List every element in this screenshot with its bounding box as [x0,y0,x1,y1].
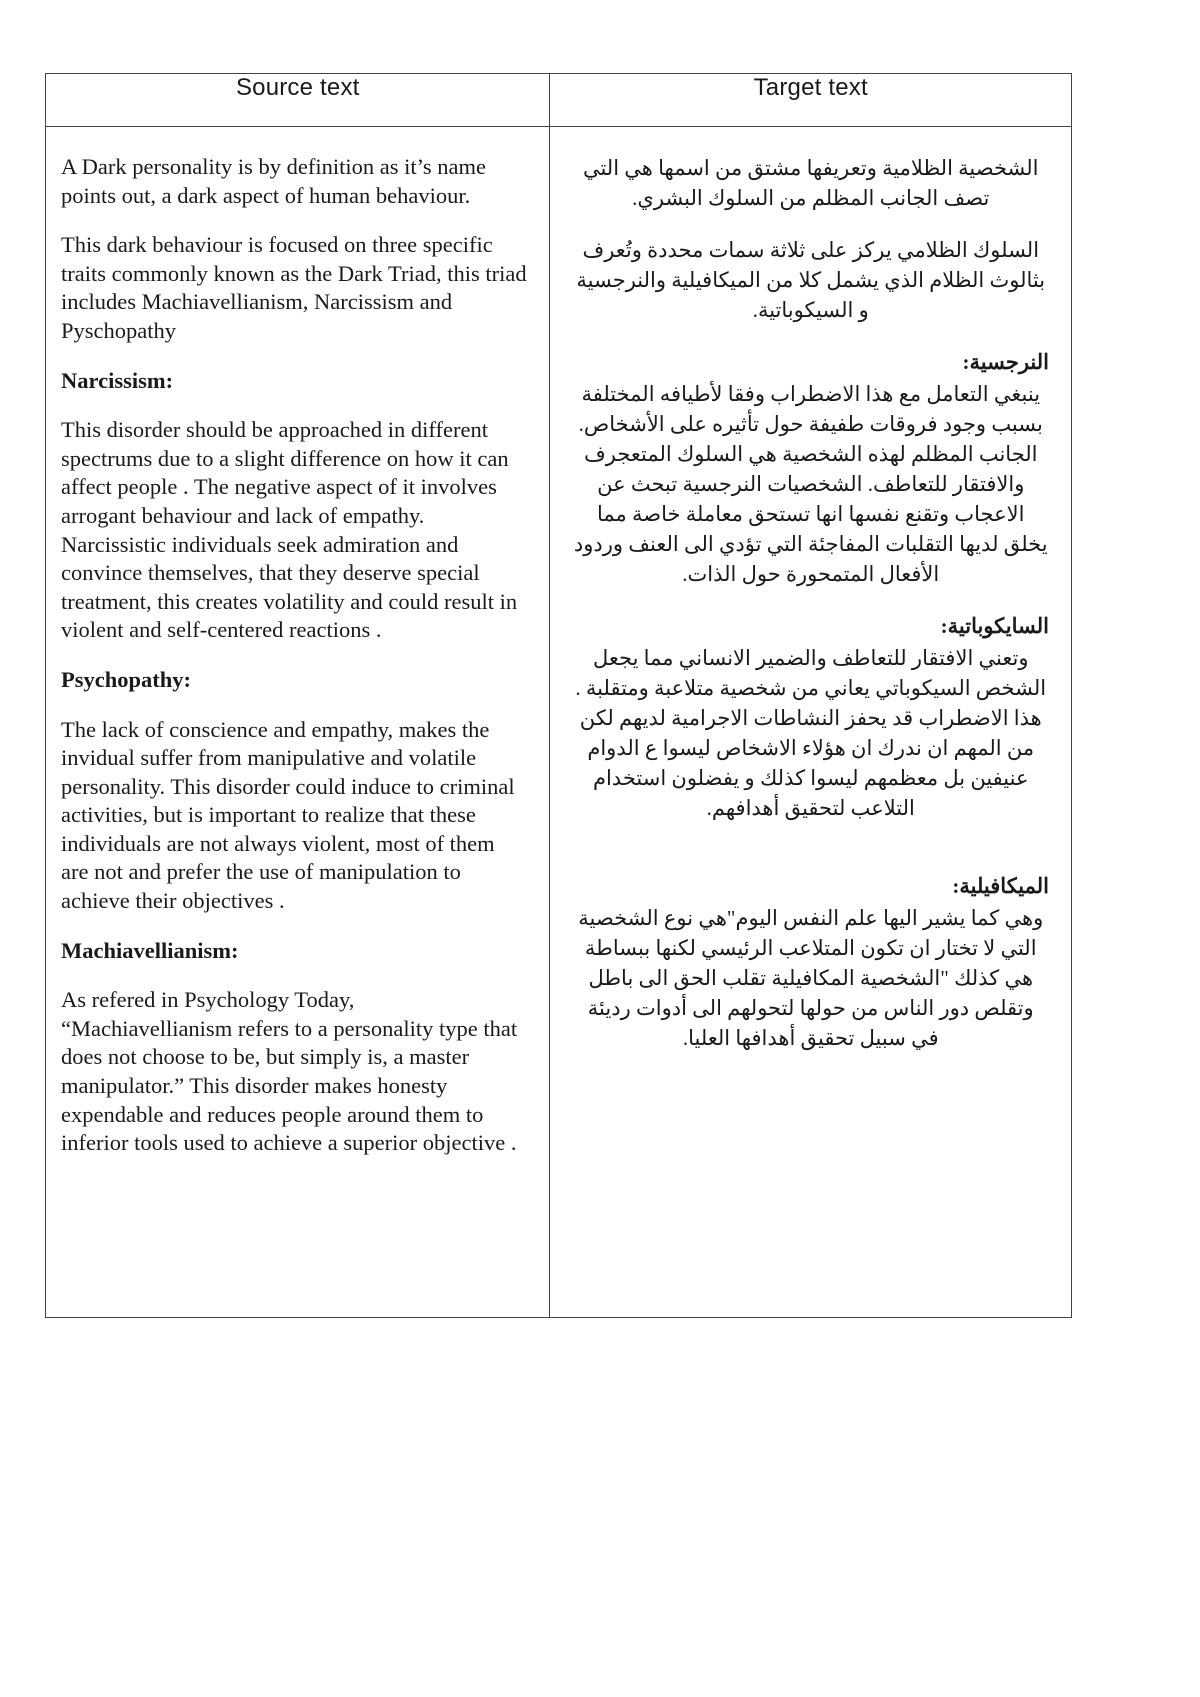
source-paragraph-narcissism: This disorder should be approached in different spectrums due to a slight difference on how it can affect people . The negative aspect of it involves arrogant behaviour and lack of empathy. Narcissistic individuals seek admiration and convince themselves, that they deserve special treatment, this creates volatility and could result in violent and self-centered reactions . [61,417,518,643]
target-spacer [572,845,1049,871]
target-paragraph-machiavellianism: وهي كما يشير اليها علم النفس اليوم"هي نوع الشخصية التي لا تختار ان تكون المتلاعب الرئيسي لكنها ببساطة هي كذلك "الشخصية المكافيلية تقلب الحق الى باطل وتقلص دور الناس من حولها لتحولهم الى أدوات رديئة في سبيل تحقيق أهدافها العليا. [578,906,1044,1050]
source-paragraph-machiavellianism: As refered in Psychology Today, “Machiavellianism refers to a personality type that does not choose to be, but simply is, a master manipulator.” This disorder makes honesty expendable and reduces people around them to inferior tools used to achieve a superior objective . [61,987,518,1156]
target-paragraph-psychopathy: وتعني الافتقار للتعاطف والضمير الانساني مما يجعل الشخص السيكوباتي يعاني من شخصية متلاعبة ومتقلبة . هذا الاضطراب قد يحفز النشاطات الاجرامية لديهم لكن من المهم ان ندرك ان هؤلاء الاشخاص ليسوا ع الدوام عنيفين بل معظمهم ليسوا كذلك و يفضلون استخدام التلاعب لتحقيق أهدافهم. [575,646,1047,820]
target-text-cell [550,127,1072,1318]
bilingual-table [45,73,1072,1318]
target-heading-narcissism: النرجسية: [962,350,1049,374]
target-heading-machiavellianism: الميكافيلية: [952,874,1049,898]
column-header-source: Source text [46,74,550,127]
target-paragraph-narcissism: ينبغي التعامل مع هذا الاضطراب وفقا لأطيافه المختلفة بسبب وجود فروقات طفيفة حول تأثيره على الأشخاص. الجانب المظلم لهذه الشخصية هي السلوك المتعجرف والافتقار للتعاطف. الشخصيات النرجسية تبحث عن الاعجاب وتقنع نفسها انها تستحق معاملة خاصة مما يخلق لديها التقلبات المفاجئة التي تؤدي الى العنف وردود الأفعال المتمحورة حول الذات. [573,382,1048,586]
source-paragraph-intro: A Dark personality is by definition as it’s name points out, a dark aspect of human behaviour. [61,154,486,208]
target-paragraph-dark-triad: السلوك الظلامي يركز على ثلاثة سمات محددة وتُعرف بثالوث الظلام الذي يشمل كلا من الميكافيلية والنرجسية و السيكوباتية. [576,238,1046,322]
target-section-psychopathy [572,611,1049,823]
source-heading-machiavellianism: Machiavellianism: [61,937,239,963]
source-text-container [46,127,549,1199]
bilingual-table-wrapper [45,73,1072,1318]
source-heading-narcissism: Narcissism: [61,367,174,393]
target-section-machiavellianism [572,871,1049,1053]
table-content-row [46,127,1072,1318]
source-paragraph-dark-triad: This dark behaviour is focused on three specific traits commonly known as the Dark Triad, this triad includes Machiavellianism, Narcissism and Pyschopathy [61,232,527,343]
target-paragraph-intro: الشخصية الظلامية وتعريفها مشتق من اسمها هي التي تصف الجانب المظلم من السلوك البشري. [582,156,1039,210]
column-header-target: Target text [550,74,1072,127]
target-heading-psychopathy: السايكوباتية: [940,614,1049,638]
source-text-cell [46,127,550,1318]
source-heading-psychopathy: Psychopathy: [61,666,192,692]
target-section-narcissism [572,347,1049,589]
source-paragraph-psychopathy: The lack of conscience and empathy, makes the invidual suffer from manipulative and volatile personality. This disorder could induce to criminal activities, but is important to realize that these individuals are not always violent, most of them are not and prefer the use of manipulation to achieve their objectives . [61,716,515,914]
target-text-container [550,127,1071,1095]
table-header-row [46,74,1072,127]
